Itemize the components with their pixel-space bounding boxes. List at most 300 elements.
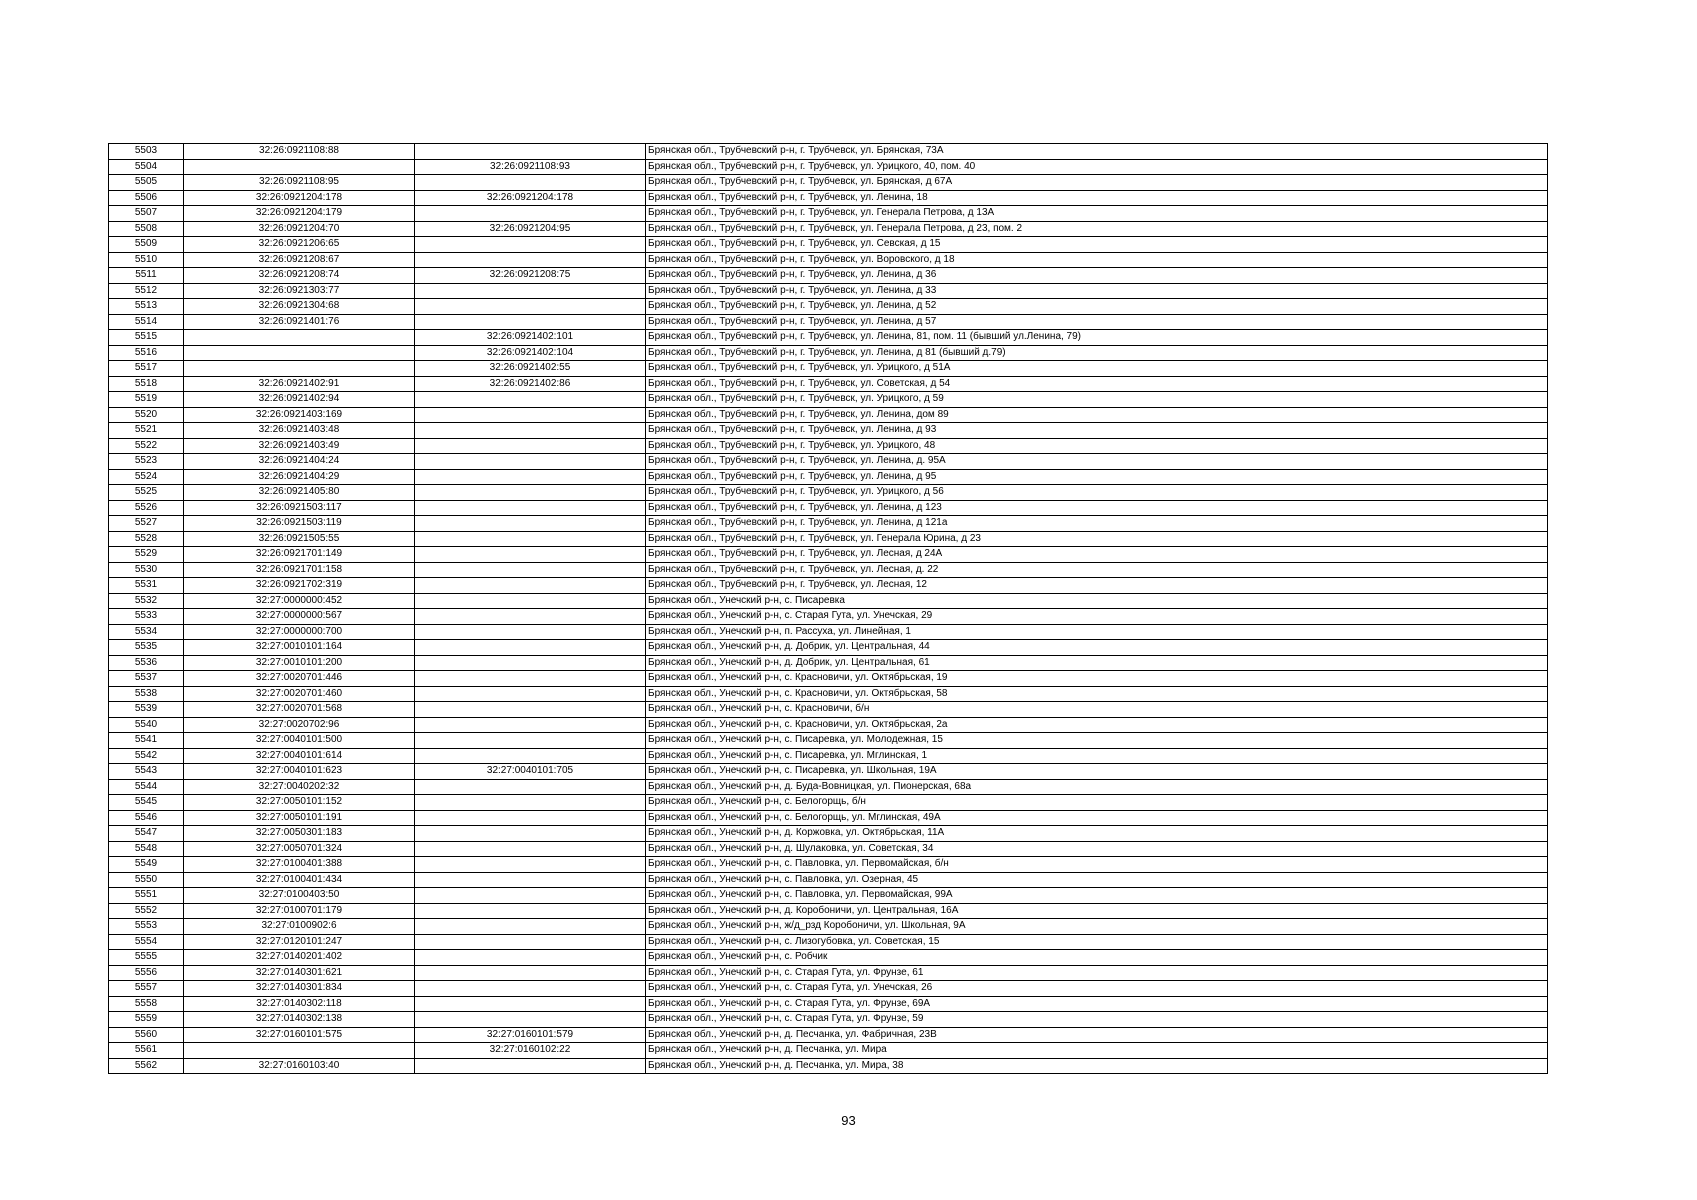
row-number-cell: 5526 bbox=[109, 500, 184, 516]
cadastral-number-cell: 32:26:0921403:49 bbox=[184, 438, 415, 454]
related-cadastral-number-cell: 32:27:0160101:579 bbox=[415, 1027, 646, 1043]
table-row bbox=[109, 516, 1548, 532]
cadastral-number-cell: 32:26:0921303:77 bbox=[184, 283, 415, 299]
table-row bbox=[109, 1043, 1548, 1059]
table-row bbox=[109, 361, 1548, 377]
address-cell: Брянская обл., Трубчевский р-н, г. Трубчевск, ул. Лесная, 12 bbox=[646, 578, 1548, 594]
row-number-cell: 5522 bbox=[109, 438, 184, 454]
related-cadastral-number-cell bbox=[415, 671, 646, 687]
row-number-cell: 5545 bbox=[109, 795, 184, 811]
cadastral-number-cell: 32:27:0120101:247 bbox=[184, 934, 415, 950]
address-cell: Брянская обл., Унечский р-н, с. Писаревка, ул. Школьная, 19А bbox=[646, 764, 1548, 780]
table-row bbox=[109, 485, 1548, 501]
address-cell: Брянская обл., Трубчевский р-н, г. Трубчевск, ул. Севская, д 15 bbox=[646, 237, 1548, 253]
address-cell: Брянская обл., Трубчевский р-н, г. Трубчевск, ул. Ленина, дом 89 bbox=[646, 407, 1548, 423]
cadastral-number-cell: 32:26:0921208:74 bbox=[184, 268, 415, 284]
row-number-cell: 5521 bbox=[109, 423, 184, 439]
table-row bbox=[109, 578, 1548, 594]
cadastral-number-cell: 32:26:0921402:94 bbox=[184, 392, 415, 408]
table-row bbox=[109, 888, 1548, 904]
row-number-cell: 5542 bbox=[109, 748, 184, 764]
related-cadastral-number-cell bbox=[415, 547, 646, 563]
address-cell: Брянская обл., Унечский р-н, с. Старая Гута, ул. Фрунзе, 59 bbox=[646, 1012, 1548, 1028]
related-cadastral-number-cell bbox=[415, 640, 646, 656]
cadastral-number-cell: 32:27:0020702:96 bbox=[184, 717, 415, 733]
row-number-cell: 5515 bbox=[109, 330, 184, 346]
row-number-cell: 5529 bbox=[109, 547, 184, 563]
address-cell: Брянская обл., Унечский р-н, с. Красновичи, ул. Октябрьская, 58 bbox=[646, 686, 1548, 702]
related-cadastral-number-cell bbox=[415, 655, 646, 671]
row-number-cell: 5557 bbox=[109, 981, 184, 997]
related-cadastral-number-cell bbox=[415, 748, 646, 764]
table-row bbox=[109, 547, 1548, 563]
related-cadastral-number-cell bbox=[415, 252, 646, 268]
related-cadastral-number-cell bbox=[415, 438, 646, 454]
table-row bbox=[109, 857, 1548, 873]
table-row bbox=[109, 919, 1548, 935]
table-row bbox=[109, 981, 1548, 997]
row-number-cell: 5511 bbox=[109, 268, 184, 284]
address-cell: Брянская обл., Унечский р-н, с. Красновичи, ул. Октябрьская, 19 bbox=[646, 671, 1548, 687]
address-cell: Брянская обл., Унечский р-н, с. Писаревка bbox=[646, 593, 1548, 609]
related-cadastral-number-cell: 32:26:0921402:55 bbox=[415, 361, 646, 377]
cadastral-number-cell: 32:27:0000000:567 bbox=[184, 609, 415, 625]
row-number-cell: 5532 bbox=[109, 593, 184, 609]
related-cadastral-number-cell bbox=[415, 485, 646, 501]
address-cell: Брянская обл., Унечский р-н, с. Красновичи, ул. Октябрьская, 2а bbox=[646, 717, 1548, 733]
address-cell: Брянская обл., Трубчевский р-н, г. Трубчевск, ул. Брянская, д 67А bbox=[646, 175, 1548, 191]
row-number-cell: 5516 bbox=[109, 345, 184, 361]
table-row bbox=[109, 500, 1548, 516]
row-number-cell: 5539 bbox=[109, 702, 184, 718]
cadastral-number-cell: 32:26:0921204:178 bbox=[184, 190, 415, 206]
page-number: 93 bbox=[841, 1113, 856, 1128]
address-cell: Брянская обл., Унечский р-н, с. Писаревка, ул. Молодежная, 15 bbox=[646, 733, 1548, 749]
related-cadastral-number-cell bbox=[415, 733, 646, 749]
row-number-cell: 5543 bbox=[109, 764, 184, 780]
related-cadastral-number-cell: 32:26:0921402:101 bbox=[415, 330, 646, 346]
related-cadastral-number-cell: 32:26:0921402:104 bbox=[415, 345, 646, 361]
row-number-cell: 5535 bbox=[109, 640, 184, 656]
address-cell: Брянская обл., Трубчевский р-н, г. Трубчевск, ул. Ленина, д 93 bbox=[646, 423, 1548, 439]
cadastral-number-cell: 32:27:0010101:200 bbox=[184, 655, 415, 671]
row-number-cell: 5562 bbox=[109, 1058, 184, 1074]
row-number-cell: 5552 bbox=[109, 903, 184, 919]
address-cell: Брянская обл., Унечский р-н, с. Павловка, ул. Первомайская, б/н bbox=[646, 857, 1548, 873]
related-cadastral-number-cell bbox=[415, 206, 646, 222]
table-row bbox=[109, 392, 1548, 408]
address-cell: Брянская обл., Трубчевский р-н, г. Трубчевск, ул. Ленина, 81, пом. 11 (бывший ул.Ленина, 79) bbox=[646, 330, 1548, 346]
row-number-cell: 5536 bbox=[109, 655, 184, 671]
cadastral-number-cell: 32:27:0040202:32 bbox=[184, 779, 415, 795]
address-cell: Брянская обл., Трубчевский р-н, г. Трубчевск, ул. Генерала Петрова, д 23, пом. 2 bbox=[646, 221, 1548, 237]
row-number-cell: 5512 bbox=[109, 283, 184, 299]
row-number-cell: 5510 bbox=[109, 252, 184, 268]
related-cadastral-number-cell: 32:26:0921208:75 bbox=[415, 268, 646, 284]
row-number-cell: 5555 bbox=[109, 950, 184, 966]
table-row bbox=[109, 330, 1548, 346]
row-number-cell: 5548 bbox=[109, 841, 184, 857]
cadastral-number-cell bbox=[184, 330, 415, 346]
row-number-cell: 5546 bbox=[109, 810, 184, 826]
table-row bbox=[109, 826, 1548, 842]
cadastral-number-cell: 32:27:0020701:568 bbox=[184, 702, 415, 718]
related-cadastral-number-cell bbox=[415, 717, 646, 733]
row-number-cell: 5509 bbox=[109, 237, 184, 253]
row-number-cell: 5506 bbox=[109, 190, 184, 206]
address-cell: Брянская обл., Трубчевский р-н, г. Трубчевск, ул. Ленина, д 121а bbox=[646, 516, 1548, 532]
address-cell: Брянская обл., Трубчевский р-н, г. Трубчевск, ул. Урицкого, д 59 bbox=[646, 392, 1548, 408]
address-cell: Брянская обл., Трубчевский р-н, г. Трубчевск, ул. Урицкого, д 51А bbox=[646, 361, 1548, 377]
related-cadastral-number-cell: 32:27:0040101:705 bbox=[415, 764, 646, 780]
related-cadastral-number-cell bbox=[415, 702, 646, 718]
row-number-cell: 5519 bbox=[109, 392, 184, 408]
cadastral-number-cell: 32:27:0000000:452 bbox=[184, 593, 415, 609]
table-row bbox=[109, 175, 1548, 191]
table-row bbox=[109, 655, 1548, 671]
row-number-cell: 5551 bbox=[109, 888, 184, 904]
row-number-cell: 5534 bbox=[109, 624, 184, 640]
cadastral-number-cell: 32:27:0140201:402 bbox=[184, 950, 415, 966]
table-row bbox=[109, 407, 1548, 423]
table-row bbox=[109, 671, 1548, 687]
address-cell: Брянская обл., Трубчевский р-н, г. Трубчевск, ул. Урицкого, 40, пом. 40 bbox=[646, 159, 1548, 175]
row-number-cell: 5554 bbox=[109, 934, 184, 950]
cadastral-number-cell: 32:26:0921505:55 bbox=[184, 531, 415, 547]
cadastral-number-cell: 32:27:0050101:152 bbox=[184, 795, 415, 811]
address-cell: Брянская обл., Трубчевский р-н, г. Трубчевск, ул. Ленина, д 52 bbox=[646, 299, 1548, 315]
address-cell: Брянская обл., Унечский р-н, д. Коробоничи, ул. Центральная, 16А bbox=[646, 903, 1548, 919]
table-row bbox=[109, 438, 1548, 454]
cadastral-number-cell: 32:27:0100403:50 bbox=[184, 888, 415, 904]
row-number-cell: 5553 bbox=[109, 919, 184, 935]
table-body bbox=[109, 144, 1548, 1074]
related-cadastral-number-cell bbox=[415, 562, 646, 578]
cadastral-number-cell bbox=[184, 361, 415, 377]
address-cell: Брянская обл., Трубчевский р-н, г. Трубчевск, ул. Воровского, д 18 bbox=[646, 252, 1548, 268]
table-row bbox=[109, 531, 1548, 547]
table-row bbox=[109, 1012, 1548, 1028]
address-cell: Брянская обл., Унечский р-н, с. Старая Гута, ул. Унечская, 29 bbox=[646, 609, 1548, 625]
address-cell: Брянская обл., Унечский р-н, с. Робчик bbox=[646, 950, 1548, 966]
cadastral-number-cell: 32:27:0050301:183 bbox=[184, 826, 415, 842]
table-row bbox=[109, 593, 1548, 609]
address-cell: Брянская обл., Трубчевский р-н, г. Трубчевск, ул. Ленина, д 81 (бывший д.79) bbox=[646, 345, 1548, 361]
address-cell: Брянская обл., Трубчевский р-н, г. Трубчевск, ул. Ленина, д 95 bbox=[646, 469, 1548, 485]
cadastral-number-cell: 32:27:0020701:460 bbox=[184, 686, 415, 702]
address-cell: Брянская обл., Трубчевский р-н, г. Трубчевск, ул. Лесная, д. 22 bbox=[646, 562, 1548, 578]
cadastral-number-cell: 32:27:0010101:164 bbox=[184, 640, 415, 656]
address-cell: Брянская обл., Трубчевский р-н, г. Трубчевск, ул. Урицкого, д 56 bbox=[646, 485, 1548, 501]
row-number-cell: 5513 bbox=[109, 299, 184, 315]
address-cell: Брянская обл., Унечский р-н, п. Рассуха, ул. Линейная, 1 bbox=[646, 624, 1548, 640]
related-cadastral-number-cell bbox=[415, 779, 646, 795]
table-row bbox=[109, 795, 1548, 811]
row-number-cell: 5550 bbox=[109, 872, 184, 888]
related-cadastral-number-cell bbox=[415, 1058, 646, 1074]
row-number-cell: 5523 bbox=[109, 454, 184, 470]
address-cell: Брянская обл., Трубчевский р-н, г. Трубчевск, ул. Ленина, д 36 bbox=[646, 268, 1548, 284]
table-row bbox=[109, 159, 1548, 175]
cadastral-number-cell: 32:27:0140302:118 bbox=[184, 996, 415, 1012]
table-row bbox=[109, 810, 1548, 826]
cadastral-number-cell: 32:26:0921108:88 bbox=[184, 144, 415, 160]
cadastral-number-cell: 32:27:0140301:834 bbox=[184, 981, 415, 997]
table-row bbox=[109, 268, 1548, 284]
related-cadastral-number-cell bbox=[415, 795, 646, 811]
address-cell: Брянская обл., Трубчевский р-н, г. Трубчевск, ул. Генерала Юрина, д 23 bbox=[646, 531, 1548, 547]
address-cell: Брянская обл., Унечский р-н, с. Писаревка, ул. Мглинская, 1 bbox=[646, 748, 1548, 764]
cadastral-number-cell: 32:26:0921701:149 bbox=[184, 547, 415, 563]
cadastral-number-cell: 32:27:0000000:700 bbox=[184, 624, 415, 640]
row-number-cell: 5505 bbox=[109, 175, 184, 191]
property-register-table bbox=[108, 143, 1548, 1074]
related-cadastral-number-cell bbox=[415, 283, 646, 299]
related-cadastral-number-cell bbox=[415, 841, 646, 857]
cadastral-number-cell: 32:27:0100401:434 bbox=[184, 872, 415, 888]
related-cadastral-number-cell bbox=[415, 314, 646, 330]
address-cell: Брянская обл., Трубчевский р-н, г. Трубчевск, ул. Ленина, д 123 bbox=[646, 500, 1548, 516]
table-row bbox=[109, 624, 1548, 640]
related-cadastral-number-cell bbox=[415, 609, 646, 625]
related-cadastral-number-cell bbox=[415, 500, 646, 516]
related-cadastral-number-cell bbox=[415, 996, 646, 1012]
row-number-cell: 5524 bbox=[109, 469, 184, 485]
table-row bbox=[109, 190, 1548, 206]
address-cell: Брянская обл., Унечский р-н, с. Белогорщь, ул. Мглинская, 49А bbox=[646, 810, 1548, 826]
address-cell: Брянская обл., Унечский р-н, с. Белогорщь, б/н bbox=[646, 795, 1548, 811]
row-number-cell: 5517 bbox=[109, 361, 184, 377]
address-cell: Брянская обл., Трубчевский р-н, г. Трубчевск, ул. Ленина, д 33 bbox=[646, 283, 1548, 299]
table-row bbox=[109, 469, 1548, 485]
address-cell: Брянская обл., Унечский р-н, с. Старая Гута, ул. Унечская, 26 bbox=[646, 981, 1548, 997]
related-cadastral-number-cell bbox=[415, 469, 646, 485]
related-cadastral-number-cell bbox=[415, 981, 646, 997]
related-cadastral-number-cell bbox=[415, 423, 646, 439]
related-cadastral-number-cell bbox=[415, 919, 646, 935]
related-cadastral-number-cell: 32:26:0921108:93 bbox=[415, 159, 646, 175]
row-number-cell: 5541 bbox=[109, 733, 184, 749]
table-row bbox=[109, 454, 1548, 470]
address-cell: Брянская обл., Унечский р-н, ж/д_рзд Коробоничи, ул. Школьная, 9А bbox=[646, 919, 1548, 935]
address-cell: Брянская обл., Унечский р-н, с. Красновичи, б/н bbox=[646, 702, 1548, 718]
related-cadastral-number-cell bbox=[415, 454, 646, 470]
cadastral-number-cell: 32:26:0921204:179 bbox=[184, 206, 415, 222]
related-cadastral-number-cell bbox=[415, 857, 646, 873]
table-row bbox=[109, 423, 1548, 439]
address-cell: Брянская обл., Унечский р-н, д. Песчанка, ул. Фабричная, 23В bbox=[646, 1027, 1548, 1043]
cadastral-number-cell: 32:26:0921403:169 bbox=[184, 407, 415, 423]
table-row bbox=[109, 934, 1548, 950]
cadastral-number-cell: 32:26:0921503:117 bbox=[184, 500, 415, 516]
cadastral-number-cell: 32:27:0020701:446 bbox=[184, 671, 415, 687]
cadastral-number-cell: 32:26:0921401:76 bbox=[184, 314, 415, 330]
row-number-cell: 5556 bbox=[109, 965, 184, 981]
row-number-cell: 5530 bbox=[109, 562, 184, 578]
cadastral-number-cell: 32:26:0921702:319 bbox=[184, 578, 415, 594]
cadastral-number-cell bbox=[184, 1043, 415, 1059]
row-number-cell: 5561 bbox=[109, 1043, 184, 1059]
cadastral-number-cell: 32:26:0921404:29 bbox=[184, 469, 415, 485]
cadastral-number-cell: 32:27:0050101:191 bbox=[184, 810, 415, 826]
address-cell: Брянская обл., Унечский р-н, с. Старая Гута, ул. Фрунзе, 69А bbox=[646, 996, 1548, 1012]
related-cadastral-number-cell bbox=[415, 950, 646, 966]
cadastral-number-cell: 32:27:0040101:500 bbox=[184, 733, 415, 749]
address-cell: Брянская обл., Унечский р-н, д. Шулаковка, ул. Советская, 34 bbox=[646, 841, 1548, 857]
cadastral-number-cell: 32:27:0050701:324 bbox=[184, 841, 415, 857]
row-number-cell: 5520 bbox=[109, 407, 184, 423]
address-cell: Брянская обл., Унечский р-н, д. Песчанка, ул. Мира bbox=[646, 1043, 1548, 1059]
table-row bbox=[109, 950, 1548, 966]
address-cell: Брянская обл., Унечский р-н, д. Добрик, ул. Центральная, 61 bbox=[646, 655, 1548, 671]
cadastral-number-cell: 32:26:0921403:48 bbox=[184, 423, 415, 439]
row-number-cell: 5503 bbox=[109, 144, 184, 160]
row-number-cell: 5518 bbox=[109, 376, 184, 392]
cadastral-number-cell: 32:27:0140301:621 bbox=[184, 965, 415, 981]
related-cadastral-number-cell bbox=[415, 810, 646, 826]
cadastral-number-cell: 32:26:0921701:158 bbox=[184, 562, 415, 578]
row-number-cell: 5533 bbox=[109, 609, 184, 625]
row-number-cell: 5538 bbox=[109, 686, 184, 702]
address-cell: Брянская обл., Унечский р-н, с. Лизогубовка, ул. Советская, 15 bbox=[646, 934, 1548, 950]
cadastral-number-cell: 32:27:0140302:138 bbox=[184, 1012, 415, 1028]
related-cadastral-number-cell bbox=[415, 624, 646, 640]
table-row bbox=[109, 686, 1548, 702]
related-cadastral-number-cell bbox=[415, 1012, 646, 1028]
cadastral-number-cell: 32:27:0100902:6 bbox=[184, 919, 415, 935]
address-cell: Брянская обл., Трубчевский р-н, г. Трубчевск, ул. Ленина, 18 bbox=[646, 190, 1548, 206]
cadastral-number-cell: 32:26:0921503:119 bbox=[184, 516, 415, 532]
row-number-cell: 5514 bbox=[109, 314, 184, 330]
related-cadastral-number-cell: 32:27:0160102:22 bbox=[415, 1043, 646, 1059]
address-cell: Брянская обл., Трубчевский р-н, г. Трубчевск, ул. Лесная, д 24А bbox=[646, 547, 1548, 563]
cadastral-number-cell: 32:27:0100401:388 bbox=[184, 857, 415, 873]
row-number-cell: 5525 bbox=[109, 485, 184, 501]
address-cell: Брянская обл., Трубчевский р-н, г. Трубчевск, ул. Генерала Петрова, д 13А bbox=[646, 206, 1548, 222]
table-row bbox=[109, 237, 1548, 253]
related-cadastral-number-cell bbox=[415, 903, 646, 919]
address-cell: Брянская обл., Унечский р-н, с. Старая Гута, ул. Фрунзе, 61 bbox=[646, 965, 1548, 981]
cadastral-number-cell: 32:27:0160103:40 bbox=[184, 1058, 415, 1074]
address-cell: Брянская обл., Трубчевский р-н, г. Трубчевск, ул. Ленина, д 57 bbox=[646, 314, 1548, 330]
cadastral-number-cell: 32:26:0921108:95 bbox=[184, 175, 415, 191]
cadastral-number-cell bbox=[184, 345, 415, 361]
row-number-cell: 5504 bbox=[109, 159, 184, 175]
cadastral-number-cell: 32:26:0921206:65 bbox=[184, 237, 415, 253]
cadastral-number-cell: 32:27:0160101:575 bbox=[184, 1027, 415, 1043]
related-cadastral-number-cell bbox=[415, 686, 646, 702]
table-row bbox=[109, 748, 1548, 764]
table-row bbox=[109, 841, 1548, 857]
related-cadastral-number-cell bbox=[415, 516, 646, 532]
related-cadastral-number-cell bbox=[415, 872, 646, 888]
related-cadastral-number-cell bbox=[415, 826, 646, 842]
cadastral-number-cell: 32:26:0921204:70 bbox=[184, 221, 415, 237]
cadastral-number-cell: 32:27:0100701:179 bbox=[184, 903, 415, 919]
row-number-cell: 5549 bbox=[109, 857, 184, 873]
row-number-cell: 5508 bbox=[109, 221, 184, 237]
address-cell: Брянская обл., Трубчевский р-н, г. Трубчевск, ул. Урицкого, 48 bbox=[646, 438, 1548, 454]
table-row bbox=[109, 996, 1548, 1012]
related-cadastral-number-cell: 32:26:0921402:86 bbox=[415, 376, 646, 392]
cadastral-number-cell: 32:26:0921402:91 bbox=[184, 376, 415, 392]
cadastral-number-cell: 32:26:0921405:80 bbox=[184, 485, 415, 501]
table-row bbox=[109, 764, 1548, 780]
row-number-cell: 5527 bbox=[109, 516, 184, 532]
address-cell: Брянская обл., Трубчевский р-н, г. Трубчевск, ул. Брянская, 73А bbox=[646, 144, 1548, 160]
cadastral-number-cell bbox=[184, 159, 415, 175]
table-row bbox=[109, 903, 1548, 919]
address-cell: Брянская обл., Унечский р-н, с. Павловка, ул. Первомайская, 99А bbox=[646, 888, 1548, 904]
related-cadastral-number-cell bbox=[415, 578, 646, 594]
table-row bbox=[109, 345, 1548, 361]
related-cadastral-number-cell bbox=[415, 965, 646, 981]
cadastral-number-cell: 32:27:0040101:614 bbox=[184, 748, 415, 764]
table-row bbox=[109, 562, 1548, 578]
table-row bbox=[109, 252, 1548, 268]
table-row bbox=[109, 1058, 1548, 1074]
table-row bbox=[109, 206, 1548, 222]
related-cadastral-number-cell bbox=[415, 144, 646, 160]
table-row bbox=[109, 702, 1548, 718]
table-row bbox=[109, 376, 1548, 392]
related-cadastral-number-cell bbox=[415, 934, 646, 950]
table-row bbox=[109, 779, 1548, 795]
table-row bbox=[109, 314, 1548, 330]
address-cell: Брянская обл., Трубчевский р-н, г. Трубчевск, ул. Советская, д 54 bbox=[646, 376, 1548, 392]
table-row bbox=[109, 640, 1548, 656]
cadastral-number-cell: 32:26:0921404:24 bbox=[184, 454, 415, 470]
related-cadastral-number-cell bbox=[415, 407, 646, 423]
related-cadastral-number-cell: 32:26:0921204:178 bbox=[415, 190, 646, 206]
row-number-cell: 5544 bbox=[109, 779, 184, 795]
table-row bbox=[109, 283, 1548, 299]
row-number-cell: 5528 bbox=[109, 531, 184, 547]
related-cadastral-number-cell bbox=[415, 299, 646, 315]
table-row bbox=[109, 733, 1548, 749]
address-cell: Брянская обл., Унечский р-н, с. Павловка, ул. Озерная, 45 bbox=[646, 872, 1548, 888]
row-number-cell: 5537 bbox=[109, 671, 184, 687]
cadastral-number-cell: 32:27:0040101:623 bbox=[184, 764, 415, 780]
table-row bbox=[109, 965, 1548, 981]
table-row bbox=[109, 872, 1548, 888]
table-row bbox=[109, 299, 1548, 315]
cadastral-number-cell: 32:26:0921304:68 bbox=[184, 299, 415, 315]
cadastral-number-cell: 32:26:0921208:67 bbox=[184, 252, 415, 268]
related-cadastral-number-cell bbox=[415, 175, 646, 191]
related-cadastral-number-cell bbox=[415, 593, 646, 609]
related-cadastral-number-cell bbox=[415, 237, 646, 253]
table-row bbox=[109, 717, 1548, 733]
table-row bbox=[109, 221, 1548, 237]
related-cadastral-number-cell bbox=[415, 392, 646, 408]
row-number-cell: 5547 bbox=[109, 826, 184, 842]
address-cell: Брянская обл., Унечский р-н, д. Коржовка, ул. Октябрьская, 11А bbox=[646, 826, 1548, 842]
row-number-cell: 5540 bbox=[109, 717, 184, 733]
related-cadastral-number-cell: 32:26:0921204:95 bbox=[415, 221, 646, 237]
table-row bbox=[109, 1027, 1548, 1043]
address-cell: Брянская обл., Унечский р-н, д. Буда-Вовницкая, ул. Пионерская, 68а bbox=[646, 779, 1548, 795]
table-row bbox=[109, 609, 1548, 625]
address-cell: Брянская обл., Трубчевский р-н, г. Трубчевск, ул. Ленина, д. 95А bbox=[646, 454, 1548, 470]
related-cadastral-number-cell bbox=[415, 531, 646, 547]
row-number-cell: 5507 bbox=[109, 206, 184, 222]
table-row bbox=[109, 144, 1548, 160]
related-cadastral-number-cell bbox=[415, 888, 646, 904]
row-number-cell: 5531 bbox=[109, 578, 184, 594]
row-number-cell: 5560 bbox=[109, 1027, 184, 1043]
address-cell: Брянская обл., Унечский р-н, д. Песчанка, ул. Мира, 38 bbox=[646, 1058, 1548, 1074]
